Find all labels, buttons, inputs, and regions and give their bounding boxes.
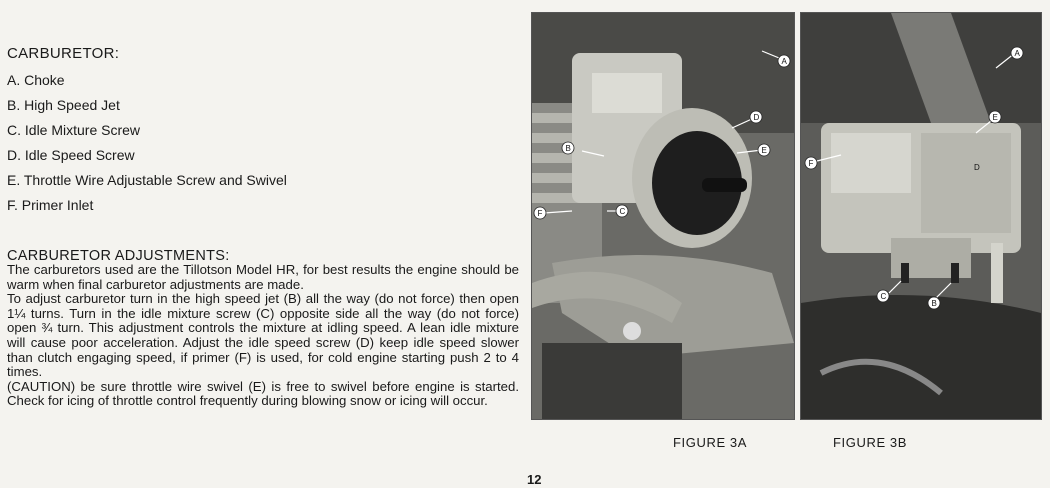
part-item-c: C. Idle Mixture Screw bbox=[7, 122, 141, 138]
figure-3b-label-b: B bbox=[931, 299, 937, 308]
figure-3a-label-e: E bbox=[761, 146, 767, 155]
figure-3a-label-f: F bbox=[537, 209, 543, 218]
adjustments-body bbox=[7, 263, 519, 409]
figure-3a-label-d: D bbox=[753, 113, 760, 122]
part-item-a: A. Choke bbox=[7, 72, 65, 88]
adjustments-paragraph: To adjust carburetor turn in the high speed jet (B) all the way (do not force) then open 1¼ turns. Turn in the idle mixture screw (C) opposite side all the way (do not force) open ¾ turn. This adjustment controls the mixture at idling speed. A lean idle mixture will cause poor acceleration. Adjust the idle speed screw (D) keep idle speed slower than clutch engaging speed, if primer (F) is used, for cold engine starting push 2 to 4 times. bbox=[7, 291, 519, 380]
part-item-f: F. Primer Inlet bbox=[7, 197, 94, 213]
figure-3b-label-c: C bbox=[880, 292, 887, 301]
adjustments-heading: CARBURETOR ADJUSTMENTS: bbox=[7, 248, 230, 264]
figure-3b-label-a: A bbox=[1014, 49, 1020, 58]
part-item-d: D. Idle Speed Screw bbox=[7, 147, 135, 163]
figure-3a-caption: FIGURE 3A bbox=[673, 435, 748, 450]
part-item-b: B. High Speed Jet bbox=[7, 97, 120, 113]
page-number: 12 bbox=[527, 472, 542, 487]
figure-3b-photo bbox=[800, 12, 1042, 420]
part-item-e: E. Throttle Wire Adjustable Screw and Swivel bbox=[7, 172, 287, 188]
adjustments-paragraph: (CAUTION) be sure throttle wire swivel (E) is free to swivel before engine is started. Check for icing of throttle control frequently during blowing snow or icing will occur. bbox=[7, 378, 519, 409]
parts-list bbox=[7, 71, 287, 221]
figure-3a-label-b: B bbox=[565, 144, 571, 153]
figure-3b-label-e: E bbox=[992, 113, 998, 122]
figure-3a-label-a: A bbox=[781, 57, 787, 66]
carburetor-heading: CARBURETOR: bbox=[7, 45, 120, 62]
figure-3a-label-c: C bbox=[619, 207, 626, 216]
figure-3b-label-f: F bbox=[808, 159, 814, 168]
figure-3a-photo bbox=[531, 12, 795, 420]
figure-3b-caption: FIGURE 3B bbox=[833, 435, 908, 450]
adjustments-paragraph: The carburetors used are the Tillotson Model HR, for best results the engine should be warm when final carburetor adjustments are made. bbox=[7, 262, 519, 292]
figure-3b-label-d: D bbox=[974, 163, 980, 172]
